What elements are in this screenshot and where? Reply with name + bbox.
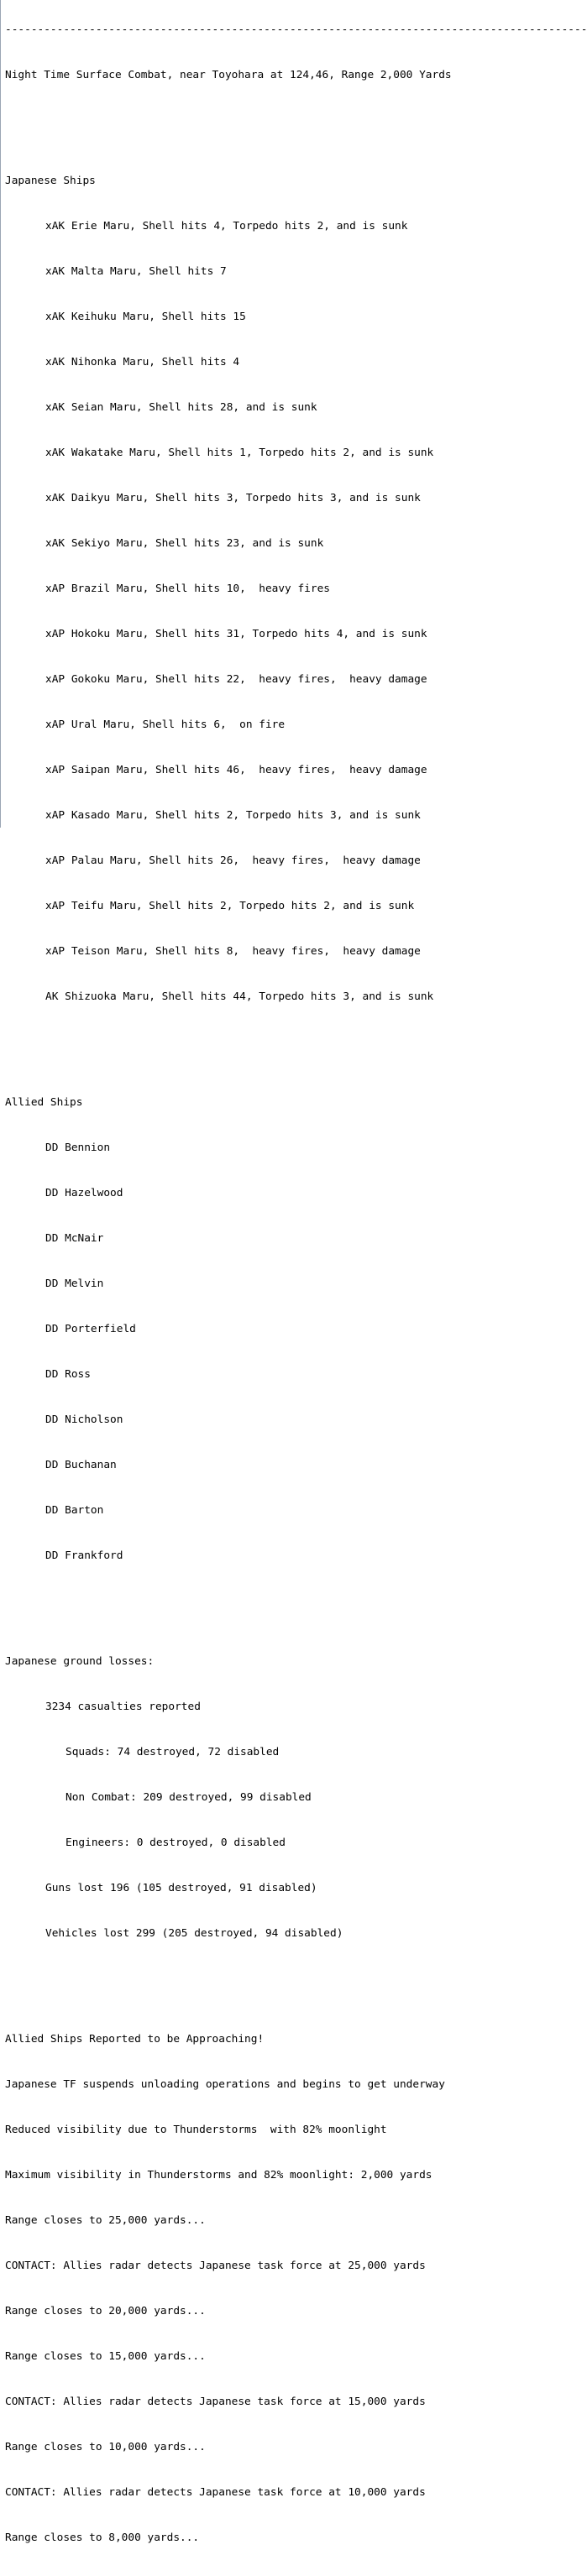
allied-ship-entry: DD Buchanan: [45, 1459, 117, 1471]
allied-ships-heading: Allied Ships: [5, 1096, 83, 1109]
japanese-ship-entry: xAK Wakatake Maru, Shell hits 1, Torpedo hits 2, and is sunk: [45, 447, 434, 459]
japanese-ship-entry: xAP Brazil Maru, Shell hits 10, heavy fires: [45, 583, 330, 595]
japanese-ship-entry: xAP Palau Maru, Shell hits 26, heavy fires, heavy damage: [45, 854, 421, 867]
allied-ship-entry: DD Porterfield: [45, 1323, 136, 1335]
ground-losses-heading: Japanese ground losses:: [5, 1655, 155, 1668]
allied-ship-entry: DD McNair: [45, 1232, 104, 1245]
japanese-ship-entry: xAP Kasado Maru, Shell hits 2, Torpedo hits 3, and is sunk: [45, 809, 421, 822]
combat-log-line: Allied Ships Reported to be Approaching!: [5, 2033, 265, 2046]
vehicles-lost: Vehicles lost 299 (205 destroyed, 94 disabled): [45, 1927, 343, 1940]
blank-line: [5, 1972, 546, 1987]
blank-line: [5, 1035, 546, 1050]
blank-line: [5, 1594, 546, 1609]
allied-ship-entry: DD Barton: [45, 1504, 104, 1517]
japanese-ship-entry: xAK Erie Maru, Shell hits 4, Torpedo hits 2, and is sunk: [45, 220, 408, 233]
combat-log-line: CONTACT: Allies radar detects Japanese task force at 15,000 yards: [5, 2396, 426, 2408]
japanese-ship-entry: xAK Keihuku Maru, Shell hits 15: [45, 311, 246, 323]
combat-log-line: Range closes to 20,000 yards...: [5, 2305, 206, 2317]
blank-line: [5, 113, 546, 128]
combat-log-line: Range closes to 15,000 yards...: [5, 2350, 206, 2363]
combat-log-line: Reduced visibility due to Thunderstorms with 82% moonlight: [5, 2124, 387, 2136]
japanese-ship-entry: xAP Teison Maru, Shell hits 8, heavy fires, heavy damage: [45, 945, 421, 958]
combat-log-line: CONTACT: Allies radar detects Japanese task force at 10,000 yards: [5, 2486, 426, 2499]
combat-log-line: Range closes to 10,000 yards...: [5, 2441, 206, 2453]
japanese-ship-entry: xAK Nihonka Maru, Shell hits 4: [45, 356, 240, 368]
squads-losses: Squads: 74 destroyed, 72 disabled: [66, 1746, 280, 1758]
allied-ship-entry: DD Nicholson: [45, 1413, 123, 1426]
japanese-ship-entry: xAK Seian Maru, Shell hits 28, and is sunk: [45, 401, 317, 414]
allied-ship-entry: DD Hazelwood: [45, 1187, 123, 1199]
combat-log-line: Maximum visibility in Thunderstorms and 82% moonlight: 2,000 yards: [5, 2169, 432, 2182]
allied-ship-entry: DD Melvin: [45, 1278, 104, 1290]
combat-report-text: [5, 0, 587, 2576]
allied-ship-entry: DD Bennion: [45, 1142, 111, 1154]
japanese-ship-entry: AK Shizuoka Maru, Shell hits 44, Torpedo hits 3, and is sunk: [45, 990, 434, 1003]
combat-log-line: CONTACT: Allies radar detects Japanese task force at 25,000 yards: [5, 2260, 426, 2272]
japanese-ship-entry: xAP Hokoku Maru, Shell hits 31, Torpedo hits 4, and is sunk: [45, 628, 427, 640]
non-combat-losses: Non Combat: 209 destroyed, 99 disabled: [66, 1791, 312, 1804]
japanese-ship-entry: xAP Ural Maru, Shell hits 6, on fire: [45, 718, 286, 731]
separator-line: ------------------------------------------------------------------------------------------: [5, 24, 587, 36]
allied-ship-entry: DD Ross: [45, 1368, 91, 1381]
combat-log-line: Japanese TF suspends unloading operations and begins to get underway: [5, 2078, 445, 2091]
japanese-ship-entry: xAK Daikyu Maru, Shell hits 3, Torpedo hits 3, and is sunk: [45, 492, 421, 504]
combat-log-line: Range closes to 8,000 yards...: [5, 2532, 200, 2544]
guns-lost: Guns lost 196 (105 destroyed, 91 disabled): [45, 1882, 317, 1894]
japanese-ships-heading: Japanese Ships: [5, 175, 96, 187]
casualties-total: 3234 casualties reported: [45, 1701, 201, 1713]
allied-ship-entry: DD Frankford: [45, 1549, 123, 1562]
japanese-ship-entry: xAK Sekiyo Maru, Shell hits 23, and is sunk: [45, 537, 324, 550]
japanese-ship-entry: xAP Saipan Maru, Shell hits 46, heavy fires, heavy damage: [45, 764, 427, 776]
combat-log-line: Range closes to 25,000 yards...: [5, 2214, 206, 2227]
combat-header: Night Time Surface Combat, near Toyohara at 124,46, Range 2,000 Yards: [5, 69, 452, 81]
japanese-ship-entry: xAP Gokoku Maru, Shell hits 22, heavy fires, heavy damage: [45, 673, 427, 686]
engineer-losses: Engineers: 0 destroyed, 0 disabled: [66, 1837, 286, 1849]
japanese-ship-entry: xAP Teifu Maru, Shell hits 2, Torpedo hits 2, and is sunk: [45, 900, 415, 912]
japanese-ship-entry: xAK Malta Maru, Shell hits 7: [45, 265, 227, 278]
